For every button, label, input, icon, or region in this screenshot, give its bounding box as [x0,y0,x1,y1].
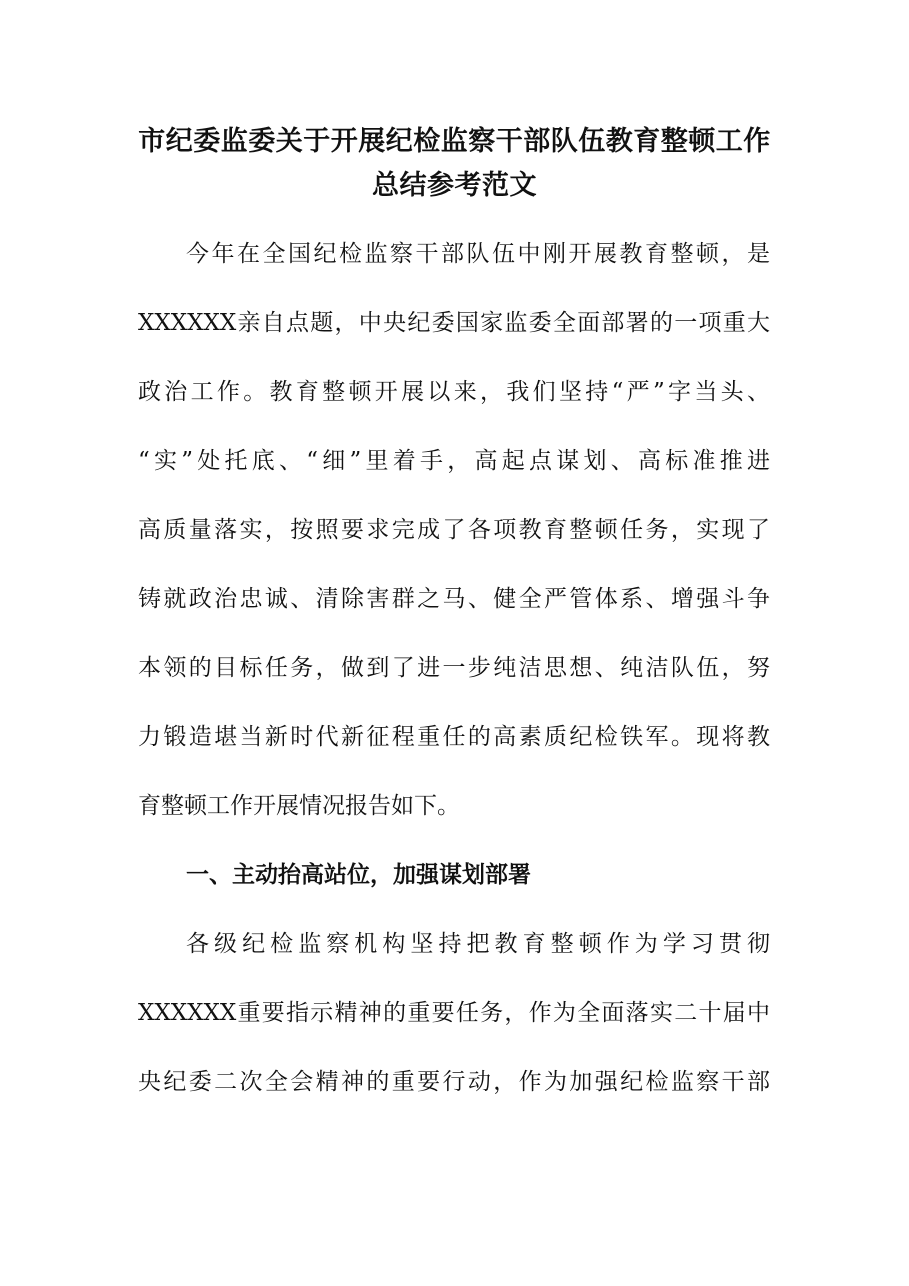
paragraph-1-line: 本领的目标任务，做到了进一步纯洁思想、纯洁队伍，努 [138,655,770,681]
paragraph-2-line: XXXXXX重要指示精神的重要任务，作为全面落实二十届中 [138,1000,770,1026]
paragraph-1-line: 高质量落实，按照要求完成了各项教育整顿任务，实现了 [138,517,770,543]
section-heading-1: 一、主动抬高站位，加强谋划部署 [186,861,531,888]
paragraph-1-line: 今年在全国纪检监察干部队伍中刚开展教育整顿，是 [186,241,770,267]
paragraph-2-line: 央纪委二次全会精神的重要行动，作为加强纪检监察干部 [138,1069,770,1095]
paragraph-1-line: “实”处托底、“细”里着手，高起点谋划、高标准推进 [138,448,770,474]
document-title-line-1: 市纪委监委关于开展纪检监察干部队伍教育整顿工作 [138,126,771,157]
paragraph-1-line: 力锻造堪当新时代新征程重任的高素质纪检铁军。现将教 [138,724,770,750]
paragraph-1-line: XXXXXX亲自点题，中央纪委国家监委全面部署的一项重大 [138,310,770,336]
document-title-line-2: 总结参考范文 [372,170,537,201]
paragraph-1-line: 育整顿工作开展情况报告如下。 [138,793,460,819]
paragraph-2-line: 各级纪检监察机构坚持把教育整顿作为学习贯彻 [186,931,770,957]
paragraph-1-line: 铸就政治忠诚、清除害群之马、健全严管体系、增强斗争 [138,586,770,612]
paragraph-1-line: 政治工作。教育整顿开展以来，我们坚持“严”字当头、 [138,379,770,405]
